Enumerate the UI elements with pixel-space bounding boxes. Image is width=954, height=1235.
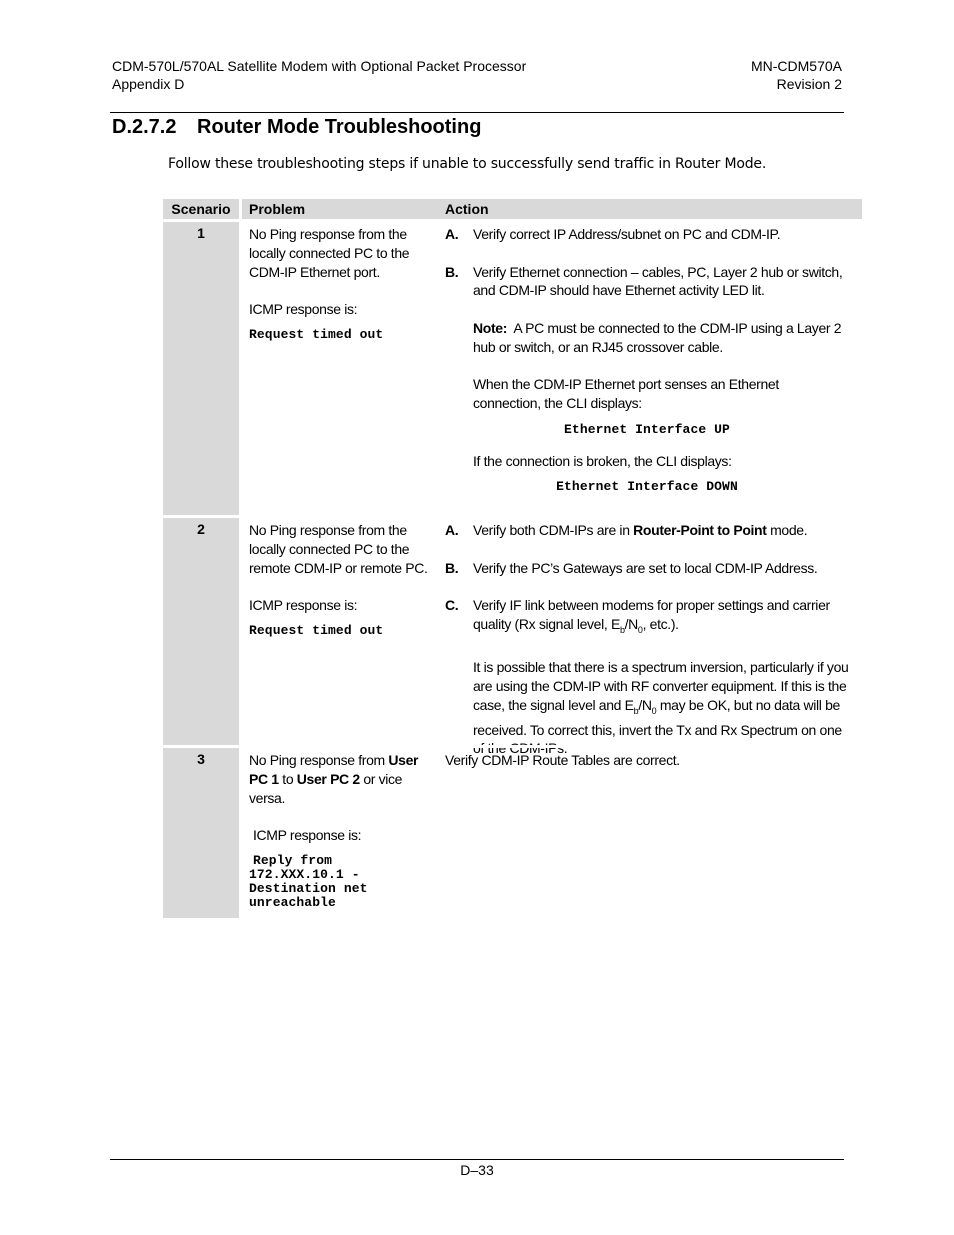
icmp-label: ICMP response is: <box>253 827 362 844</box>
icmp-label: ICMP response is: <box>249 301 358 318</box>
icmp-code: Request timed out <box>249 622 384 638</box>
troubleshooting-table <box>163 199 855 918</box>
action-item-b: B. Verify the PC’s Gateways are set to local CDM-IP Address. <box>445 559 818 576</box>
revision-label: Revision 2 <box>776 76 842 92</box>
problem-text: No Ping response from User PC 1 to User PC 2 or vice versa. <box>249 752 419 806</box>
section-heading <box>112 114 481 140</box>
action-cell <box>445 748 849 770</box>
header-problem: Problem <box>242 199 442 219</box>
problem-cell <box>249 518 429 638</box>
problem-text: No Ping response from the locally connected PC to the remote CDM-IP or remote PC. <box>249 522 428 576</box>
problem-cell <box>249 748 429 910</box>
scenario-number: 2 <box>163 518 239 745</box>
icmp-code: Request timed out <box>249 326 384 342</box>
section-title: Router Mode Troubleshooting <box>197 116 482 138</box>
header-scenario: Scenario <box>163 199 239 219</box>
action-cell <box>445 222 849 494</box>
problem-text: No Ping response from the locally connected PC to the CDM-IP Ethernet port. <box>249 226 410 280</box>
scenario-number: 3 <box>163 748 239 918</box>
action-text: Verify CDM-IP Route Tables are correct. <box>445 752 680 768</box>
table-row <box>163 219 855 515</box>
icmp-code: Reply from 172.XXX.10.1 - Destination net unreachable <box>249 852 368 910</box>
intro-paragraph: Follow these troubleshooting steps if unable to successfully send traffic in Router Mode. <box>168 156 767 172</box>
table-header-row <box>163 199 855 219</box>
broken-text: If the connection is broken, the CLI displays: <box>473 452 732 469</box>
header-action: Action <box>438 199 862 219</box>
cli-code-up: Ethernet Interface UP <box>564 421 730 437</box>
action-item-c: C. Verify IF link between modems for proper settings and carrier quality (Rx signal level, $E_b/N_0$, etc.). <box>445 597 830 635</box>
cli-code-down: Ethernet Interface DOWN <box>556 478 738 494</box>
icmp-label: ICMP response is: <box>249 597 358 614</box>
action-item-b: B. Verify Ethernet connection – cables, PC, Layer 2 hub or switch, and CDM-IP should have Ethernet activity LED lit. <box>445 263 843 299</box>
note <box>445 319 849 357</box>
document-header-right <box>751 57 842 93</box>
document-title: CDM-570L/570AL Satellite Modem with Optional Packet Processor <box>112 58 527 74</box>
scenario-number: 1 <box>163 222 239 515</box>
table-row <box>163 745 855 918</box>
document-header-left <box>112 57 526 93</box>
note-label: Note: <box>473 319 508 336</box>
header-rule <box>110 112 844 113</box>
action-cell <box>445 518 849 758</box>
action-item-a: A. Verify both CDM-IPs are in Router-Point to Point mode. <box>445 522 808 538</box>
sense-text: When the CDM-IP Ethernet port senses an Ethernet connection, the CLI displays: <box>473 376 779 412</box>
table-row <box>163 515 855 757</box>
note-text: A PC must be connected to the CDM-IP using a Layer 2 hub or switch, or an RJ45 crossover cable. <box>473 319 842 355</box>
spectrum-inversion-paragraph: It is possible that there is a spectrum inversion, particularly if you are using the CDM-IP with RF converter equipment. If this is the case, the signal level and $E_b/N_0$ may be OK, but no data will be received. To correct this, invert the Tx and Rx Spectrum on one of the CDM-IPs. <box>473 659 849 757</box>
footer-rule <box>110 1159 844 1160</box>
problem-cell <box>249 222 429 342</box>
manual-number: MN-CDM570A <box>750 58 842 74</box>
appendix-label: Appendix D <box>112 76 185 92</box>
section-number: D.2.7.2 <box>112 116 177 138</box>
page-number: D–33 <box>460 1162 494 1178</box>
action-item-a: A. Verify correct IP Address/subnet on PC and CDM-IP. <box>445 226 781 242</box>
